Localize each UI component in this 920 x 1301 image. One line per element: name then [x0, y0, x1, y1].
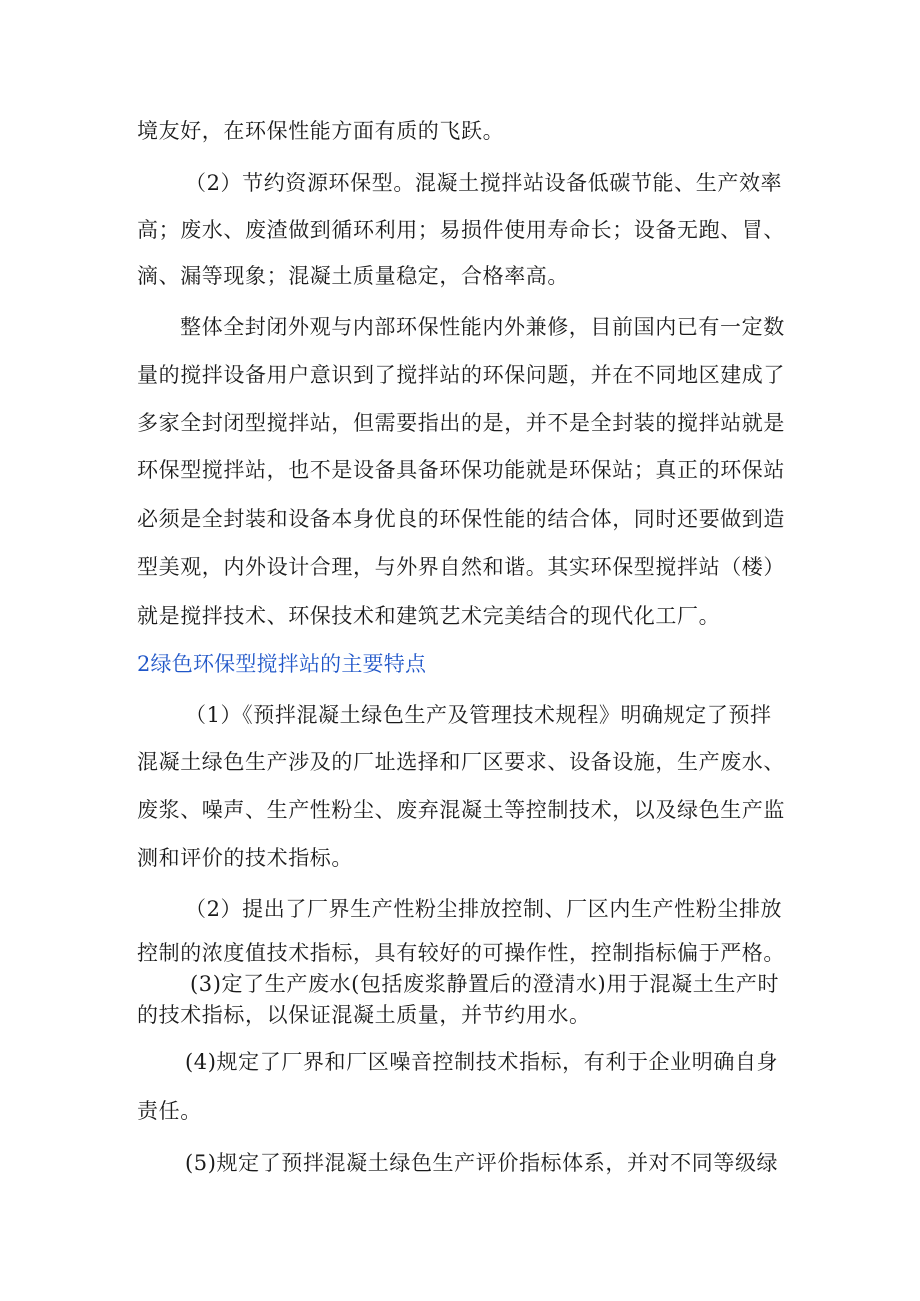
paragraph-line: 高；废水、废渣做到循环利用；易损件使用寿命长；设备无跑、冒、 — [137, 218, 785, 242]
paragraph-line: 量的搅拌设备用户意识到了搅拌站的环保问题，并在不同地区建成了 — [137, 363, 785, 387]
paragraph-line: 整体全封闭外观与内部环保性能内外兼修，目前国内已有一定数 — [180, 315, 785, 339]
section-heading: 2绿色环保型搅拌站的主要特点 — [137, 652, 427, 676]
paragraph-line: (4)规定了厂界和厂区噪音控制技术指标，有利于企业明确自身 — [185, 1050, 779, 1074]
paragraph-line: 必须是全封装和设备本身优良的环保性能的结合体，同时还要做到造 — [137, 507, 785, 531]
paragraph-line: 型美观，内外设计合理，与外界自然和谐。其实环保型搅拌站（楼） — [137, 555, 785, 579]
paragraph-line: (5)规定了预拌混凝土绿色生产评价指标体系，并对不同等级绿 — [185, 1151, 779, 1175]
paragraph-line: 境友好，在环保性能方面有质的飞跃。 — [137, 119, 505, 143]
paragraph-line: （2）提出了厂界生产性粉尘排放控制、厂区内生产性粉尘排放 — [185, 897, 783, 921]
paragraph-line: 就是搅拌技术、环保技术和建筑艺术完美结合的现代化工厂。 — [137, 604, 721, 628]
paragraph-line: 的技术指标，以保证混凝土质量，并节约用水。 — [137, 1003, 591, 1027]
paragraph-line: 控制的浓度值技术指标，具有较好的可操作性，控制指标偏于严格。 — [137, 941, 785, 965]
paragraph-line: （2）节约资源环保型。混凝土搅拌站设备低碳节能、生产效率 — [185, 171, 783, 195]
paragraph-line: 废浆、噪声、生产性粉尘、废弃混凝土等控制技术，以及绿色生产监 — [137, 798, 785, 822]
paragraph-line: 责任。 — [137, 1099, 202, 1123]
paragraph-line: （1）《预拌混凝土绿色生产及管理技术规程》明确规定了预拌 — [185, 703, 772, 727]
paragraph-line: (3)定了生产废水(包括废浆静置后的澄清水)用于混凝土生产时 — [190, 972, 780, 996]
paragraph-line: 环保型搅拌站，也不是设备具备环保功能就是环保站；真正的环保站 — [137, 458, 785, 482]
paragraph-line: 测和评价的技术指标。 — [137, 846, 353, 870]
paragraph-line: 混凝土绿色生产涉及的厂址选择和厂区要求、设备设施，生产废水、 — [137, 750, 785, 774]
paragraph-line: 滴、漏等现象；混凝土质量稳定，合格率高。 — [137, 264, 569, 288]
paragraph-line: 多家全封闭型搅拌站，但需要指出的是，并不是全封装的搅拌站就是 — [137, 411, 785, 435]
